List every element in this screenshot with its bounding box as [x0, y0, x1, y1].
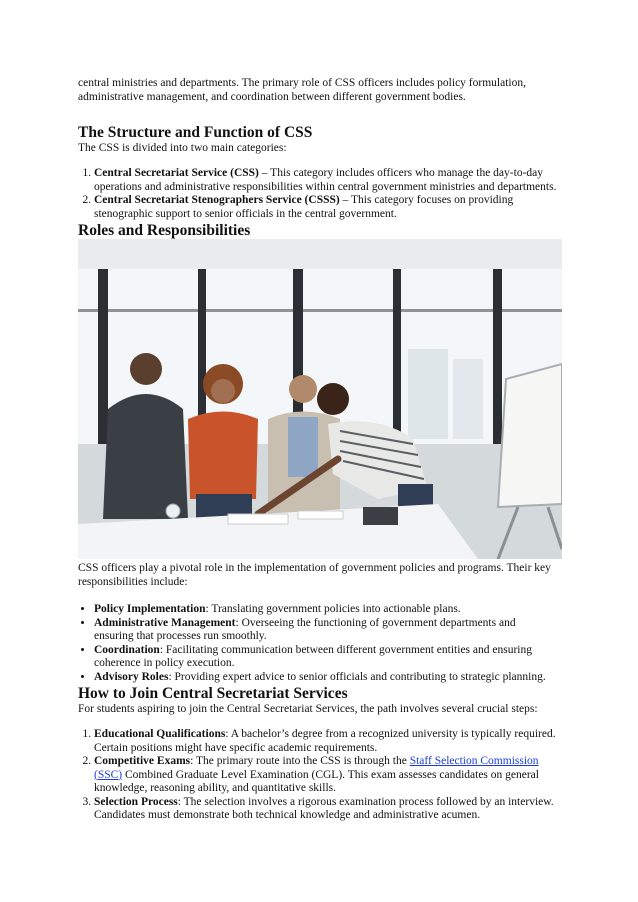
- item-text: : Translating government policies into actionable plans.: [205, 603, 461, 615]
- list-item: [94, 617, 558, 644]
- item-text: Combined Graduate Level Examination (CGL). This exam assesses candidates on general knowledge, reasoning ability, and quantitative skills.: [94, 768, 539, 794]
- item-title: Competitive Exams: [94, 755, 191, 767]
- item-text: : Providing expert advice to senior officials and contributing to strategic planning.: [168, 670, 546, 683]
- list-item: [94, 755, 558, 796]
- item-text: : The selection involves a rigorous examination process followed by an interview. Candidates must demonstrate both technical knowledge and administrative acumen.: [94, 795, 554, 821]
- item-title: Central Secretariat Service (CSS): [94, 167, 259, 179]
- roles-intro: CSS officers play a pivotal role in the implementation of government policies and programs. Their key responsibilities include:: [78, 562, 551, 588]
- team-meeting-image: [78, 239, 562, 559]
- list-item: [94, 644, 558, 671]
- item-title: Educational Qualifications: [94, 728, 226, 740]
- join-heading: How to Join Central Secretariat Services: [78, 685, 348, 702]
- item-title: Central Secretariat Stenographers Service (CSSS): [94, 194, 340, 206]
- structure-list: [78, 167, 558, 221]
- join-list: [78, 728, 558, 823]
- item-text: : Overseeing the functioning of government departments and ensuring that processes run smoothly.: [94, 616, 516, 642]
- list-item: [94, 728, 558, 755]
- structure-heading: The Structure and Function of CSS: [78, 124, 313, 141]
- list-item: [94, 796, 558, 823]
- roles-list: [78, 603, 558, 684]
- list-item: [94, 671, 558, 685]
- structure-intro: The CSS is divided into two main categories:: [78, 142, 287, 154]
- document-page: [78, 76, 558, 823]
- item-title: Advisory Roles: [94, 670, 169, 683]
- item-title: Administrative Management: [94, 616, 236, 629]
- item-text: : The primary route into the CSS is through the: [190, 755, 410, 767]
- item-text: – This category includes officers who manage the day-to-day operations and administrative responsibilities within central government ministries and departments.: [94, 167, 557, 193]
- item-title: Coordination: [94, 643, 160, 656]
- item-text: : Facilitating communication between different government entities and ensuring coherence in policy execution.: [94, 643, 532, 669]
- list-item: [94, 194, 558, 221]
- office-team-photo: [78, 239, 562, 559]
- list-item: [94, 603, 558, 617]
- intro-paragraph: central ministries and departments. The primary role of CSS officers includes policy formulation, administrative management, and coordination between different government bodies.: [78, 77, 526, 103]
- item-text: : A bachelor’s degree from a recognized university is typically required. Certain positions might have specific academic requirements.: [94, 728, 556, 754]
- ssc-link[interactable]: Staff Selection Commission (SSC): [94, 755, 539, 781]
- item-title: Policy Implementation: [94, 603, 206, 615]
- item-title: Selection Process: [94, 795, 178, 808]
- list-item: [94, 167, 558, 194]
- roles-heading: Roles and Responsibilities: [78, 222, 251, 239]
- join-intro: For students aspiring to join the Central Secretariat Services, the path involves several crucial steps:: [78, 703, 538, 715]
- item-text: – This category focuses on providing stenographic support to senior officials in the central government.: [94, 194, 514, 220]
